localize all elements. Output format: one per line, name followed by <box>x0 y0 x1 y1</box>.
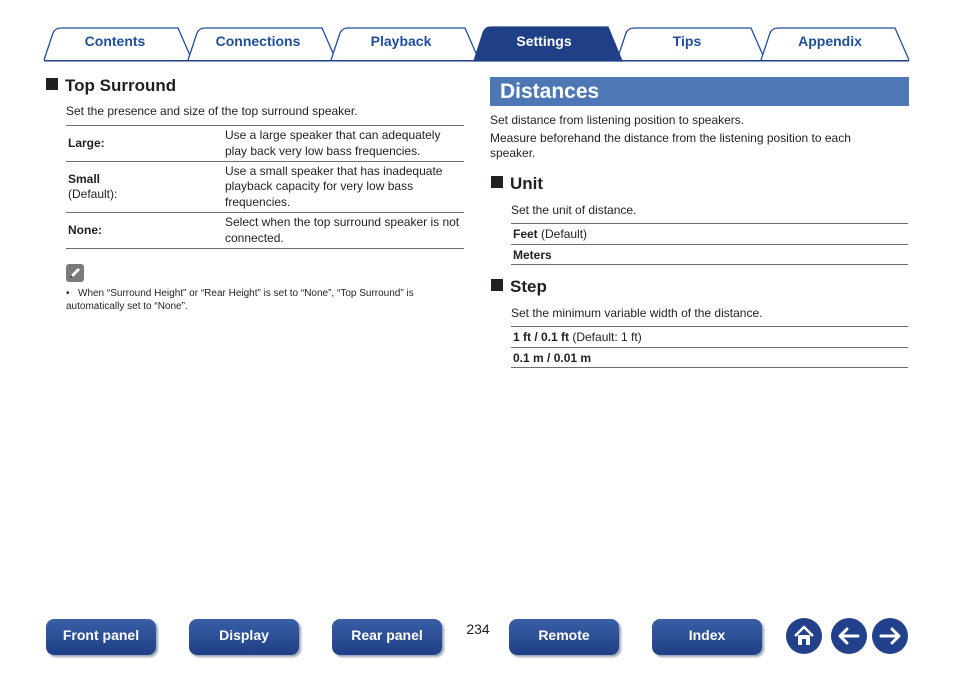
list-item: 0.1 m / 0.01 m <box>511 347 908 368</box>
distances-intro-1: Set distance from listening position to speakers. <box>490 113 745 127</box>
tab-settings[interactable]: Settings <box>516 33 572 49</box>
option-key: Small <box>68 171 101 186</box>
bullet-icon: • <box>66 288 70 299</box>
tab-tips[interactable]: Tips <box>672 33 702 49</box>
unit-intro: Set the unit of distance. <box>511 203 637 217</box>
page-number: 234 <box>466 621 490 637</box>
table-row <box>66 162 464 213</box>
forward-arrow-icon[interactable] <box>872 618 908 654</box>
table-row <box>66 213 464 249</box>
tab-playback[interactable]: Playback <box>370 33 432 49</box>
distances-intro-2: Measure beforehand the distance from the listening position to each speaker. <box>490 131 851 160</box>
option-desc: Use a small speaker that has inadequate playback capacity for very low bass frequencies. <box>225 163 443 209</box>
tab-connections[interactable]: Connections <box>215 33 301 49</box>
list-item: Feet (Default) <box>511 223 908 244</box>
chapter-tabs <box>0 0 954 62</box>
square-bullet-icon <box>491 279 503 291</box>
index-button[interactable]: Index <box>652 619 762 655</box>
unit-options-list <box>511 223 908 265</box>
pencil-note-icon <box>66 264 84 282</box>
list-item: Meters <box>511 244 908 265</box>
display-button[interactable]: Display <box>189 619 299 655</box>
tab-shapes <box>0 0 954 62</box>
front-panel-button[interactable]: Front panel <box>46 619 156 655</box>
list-item: 1 ft / 0.1 ft (Default: 1 ft) <box>511 326 908 347</box>
top-surround-intro: Set the presence and size of the top surround speaker. <box>66 104 358 118</box>
rear-panel-button[interactable]: Rear panel <box>332 619 442 655</box>
step-intro: Set the minimum variable width of the distance. <box>511 306 763 320</box>
remote-button[interactable]: Remote <box>509 619 619 655</box>
option-key: None: <box>68 222 102 237</box>
home-icon[interactable] <box>786 618 822 654</box>
step-options-list <box>511 326 908 368</box>
unit-heading: Unit <box>491 174 543 194</box>
note-text: • When “Surround Height” or “Rear Height” is set to “None”, “Top Surround” is automatically set to “None”. <box>66 288 414 312</box>
tab-appendix[interactable]: Appendix <box>798 33 862 49</box>
option-desc: Select when the top surround speaker is not connected. <box>225 215 460 245</box>
page-title: Distances <box>500 80 600 103</box>
option-key-sub: (Default): <box>68 187 118 201</box>
option-key: Large: <box>68 135 105 150</box>
option-desc: Use a large speaker that can adequately play back very low bass frequencies. <box>225 128 441 158</box>
table-row <box>66 126 464 162</box>
step-heading: Step <box>491 277 547 297</box>
option-key-cell <box>66 162 225 213</box>
square-bullet-icon <box>491 176 503 188</box>
top-surround-options-table <box>66 125 464 249</box>
back-arrow-icon[interactable] <box>831 618 867 654</box>
distances-title-bar <box>490 77 909 106</box>
square-bullet-icon <box>46 78 58 90</box>
top-surround-heading: Top Surround <box>46 76 176 96</box>
tab-contents[interactable]: Contents <box>84 33 146 49</box>
